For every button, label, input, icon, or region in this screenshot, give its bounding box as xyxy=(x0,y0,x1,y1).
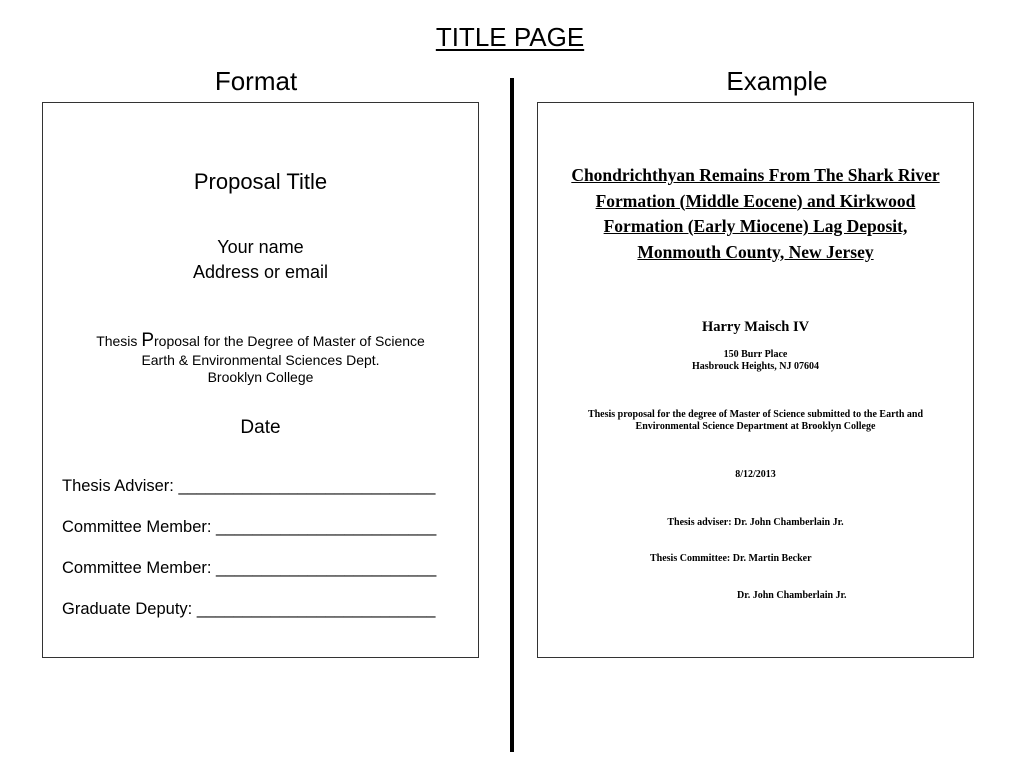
page-title: TITLE PAGE xyxy=(435,22,585,52)
example-statement-line: Thesis proposal for the degree of Master of Science submitted to the Earth and xyxy=(587,409,924,420)
address-or-email: Address or email xyxy=(192,262,329,282)
college: Brooklyn College xyxy=(207,369,314,385)
example-heading: Example xyxy=(726,66,828,96)
thesis-statement xyxy=(43,330,478,352)
example-address xyxy=(538,349,973,373)
example-author: Harry Maisch IV xyxy=(701,319,810,335)
example-title-line: Chondrichthyan Remains From The Shark River xyxy=(571,165,940,185)
example-panel xyxy=(537,102,974,658)
example-title xyxy=(538,163,973,265)
example-committee-2: Dr. John Chamberlain Jr. xyxy=(737,590,847,601)
proposal-title: Proposal Title xyxy=(193,169,328,194)
thesis-statement-pre: Thesis xyxy=(96,333,142,349)
format-heading: Format xyxy=(214,66,298,96)
column-divider xyxy=(510,78,514,752)
example-statement-line: Environmental Science Department at Brooklyn College xyxy=(635,421,876,432)
signature-line-adviser: Thesis Adviser: ____________________________ xyxy=(62,477,436,495)
department: Earth & Environmental Sciences Dept. xyxy=(141,352,380,368)
example-committee: Thesis Committee: Dr. Martin Becker xyxy=(650,553,812,564)
example-statement xyxy=(538,409,973,433)
example-adviser: Thesis adviser: Dr. John Chamberlain Jr. xyxy=(667,517,844,528)
example-title-line: Monmouth County, New Jersey xyxy=(637,241,874,262)
format-panel xyxy=(42,102,479,658)
thesis-statement-initial: P xyxy=(141,330,154,351)
your-name: Your name xyxy=(217,237,304,257)
example-address-line: 150 Burr Place xyxy=(723,349,788,360)
signature-line-graduate-deputy: Graduate Deputy: __________________________ xyxy=(62,600,436,618)
thesis-statement-post: roposal for the Degree of Master of Science xyxy=(154,333,425,349)
date-label: Date xyxy=(240,417,281,438)
example-date: 8/12/2013 xyxy=(735,469,776,480)
signature-line-committee-2: Committee Member: ________________________ xyxy=(62,559,437,577)
example-title-line: Formation (Early Miocene) Lag Deposit, xyxy=(603,216,908,236)
signature-line-committee-1: Committee Member: ________________________ xyxy=(62,518,437,536)
example-title-line: Formation (Middle Eocene) and Kirkwood xyxy=(595,190,916,211)
example-address-line: Hasbrouck Heights, NJ 07604 xyxy=(691,361,820,372)
